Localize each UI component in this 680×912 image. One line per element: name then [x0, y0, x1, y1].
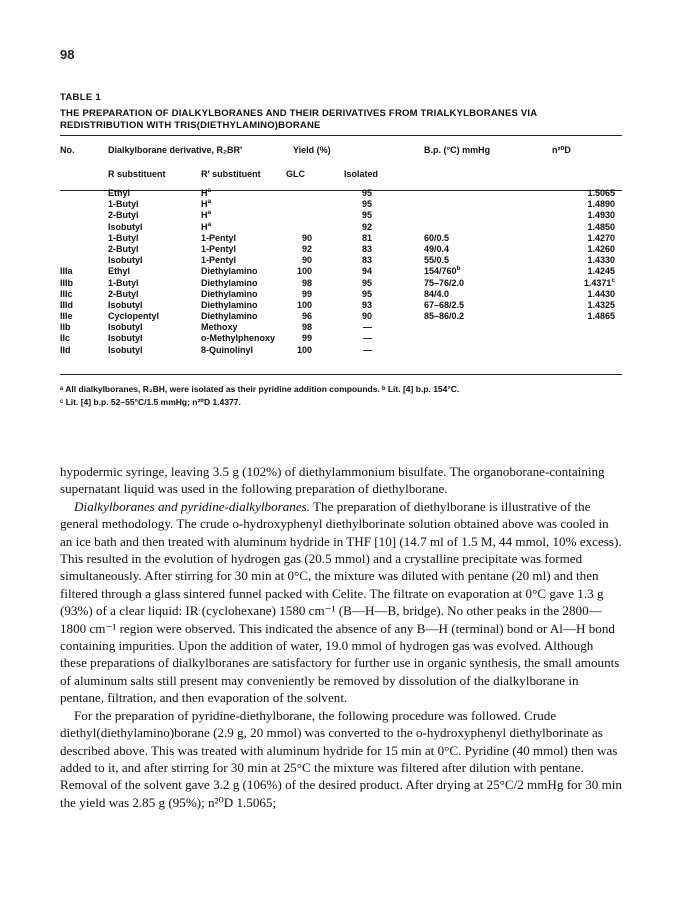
- cell-r-substituent: [108, 222, 143, 233]
- cell-isolated: [342, 199, 372, 210]
- table-row: [60, 255, 622, 266]
- cell-isolated-text: 81: [361, 232, 372, 243]
- cell-isolated: [342, 266, 372, 277]
- cell-rprime-substituent-text: H: [201, 199, 208, 210]
- header-derivative: Dialkylborane derivative, R₂BR′: [108, 145, 243, 155]
- cell-rprime-substituent: [201, 322, 238, 333]
- cell-glc: [282, 278, 312, 289]
- cell-r-substituent-text: 1-Butyl: [108, 199, 139, 210]
- cell-nd: [557, 222, 615, 233]
- cell-no: [60, 345, 71, 356]
- cell-glc-text: 100: [296, 299, 312, 310]
- cell-rprime-substituent: [201, 278, 258, 289]
- paragraph-2: [60, 498, 622, 707]
- cell-glc-text: 100: [296, 344, 312, 355]
- table-row: [60, 244, 622, 255]
- cell-no-text: IIb: [60, 322, 71, 333]
- cell-nd: [557, 289, 615, 300]
- cell-isolated-text: 83: [361, 243, 372, 254]
- cell-glc-text: 98: [301, 277, 312, 288]
- cell-r-substituent-text: Isobutyl: [108, 333, 143, 344]
- cell-isolated-text: 95: [361, 199, 372, 210]
- cell-r-substituent-text: Isobutyl: [108, 299, 143, 310]
- cell-isolated-text: —: [363, 322, 372, 333]
- footnote-marker: a: [207, 209, 212, 217]
- cell-bp-text: 60/0.5: [424, 232, 450, 243]
- cell-nd-text: 1.4430: [587, 288, 615, 299]
- cell-glc-text: 92: [301, 243, 312, 254]
- cell-r-substituent-text: Cyclopentyl: [108, 311, 160, 322]
- cell-r-substituent-text: 2-Butyl: [108, 210, 139, 221]
- cell-nd: [557, 278, 615, 289]
- table-caption: THE PREPARATION OF DIALKYLBORANES AND THEIR DERIVATIVES FROM TRIALKYLBORANES VIA REDISTRIBUTION WITH TRIS(DIETHYLAMINO)BORANE: [60, 108, 537, 131]
- cell-isolated: [342, 255, 372, 266]
- cell-isolated-text: —: [363, 344, 372, 355]
- header-isolated: Isolated: [344, 169, 379, 179]
- cell-glc: [282, 233, 312, 244]
- cell-rprime-substituent-text: H: [201, 210, 208, 221]
- cell-bp: [424, 300, 464, 311]
- cell-rprime-substituent-text: Diethylamino: [201, 288, 258, 299]
- cell-nd-text: 1.4930: [587, 210, 615, 221]
- cell-no-text: IIIa: [60, 266, 73, 277]
- cell-glc: [282, 322, 312, 333]
- cell-glc-text: 99: [301, 288, 312, 299]
- cell-isolated: [342, 210, 372, 221]
- cell-rprime-substituent: [201, 300, 258, 311]
- cell-no: [60, 311, 73, 322]
- cell-r-substituent-text: 1-Butyl: [108, 232, 139, 243]
- cell-rprime-substituent-text: Diethylamino: [201, 266, 258, 277]
- footnote-marker: a: [207, 220, 212, 228]
- cell-isolated: [342, 233, 372, 244]
- cell-glc-text: 90: [301, 232, 312, 243]
- cell-nd: [557, 300, 615, 311]
- cell-rprime-substituent: [201, 345, 253, 356]
- cell-rprime-substituent: [201, 333, 275, 344]
- cell-nd-text: 1.4260: [587, 243, 615, 254]
- cell-nd: [557, 233, 615, 244]
- cell-rprime-substituent-text: 1-Pentyl: [201, 232, 237, 243]
- cell-r-substituent: [108, 255, 143, 266]
- cell-nd-text: 1.4270: [587, 232, 615, 243]
- header-r-substituent: R substituent: [108, 169, 166, 179]
- cell-bp-text: 85–86/0.2: [424, 311, 465, 322]
- header-yield: Yield (%): [293, 145, 331, 155]
- cell-r-substituent: [108, 244, 139, 255]
- cell-r-substituent: [108, 188, 130, 199]
- cell-isolated: [342, 222, 372, 233]
- cell-nd-text: 1.4371: [583, 277, 612, 288]
- table-row: [60, 188, 622, 199]
- cell-rprime-substituent-text: Diethylamino: [201, 299, 258, 310]
- table-row: [60, 322, 622, 333]
- cell-rprime-substituent: [201, 255, 236, 266]
- paragraph-2-text: The preparation of diethylborane is illustrative of the general methodology. The crude o-hydroxyphenyl diethylborinate solution obtained above was cooled in an ice bath and then treated with aluminum hydride in THF [10] (14.7 ml of 1.5 M, 44 mmol, 10% excess). This resulted in the evolution of hydrogen gas (20.5 mmol) and a crystalline precipitate was formed simultaneously. After stirring for 30 min at 0°C, the mixture was diluted with pentane (20 ml) and then filtered through a glass sintered funnel packed with Celite. The filtrate on evaporation at 0°C gave 1.3 g (93%) of a clear liquid: IR (cyclohexane) 1580 cm⁻¹ (B—H—B, bridge). No other peaks in the 2800—1800 cm⁻¹ region were observed. This indicated the absence of any B—H (terminal) bond or Al—H bond containing impurities. Upon the addition of water, 19.0 mmol of hydrogen gas was evolved. Although these preparations of dialkylboranes are satisfactory for further use in organic synthesis, the small amounts of aluminum salts still present may conveniently be removed by dissolution of the dialkylborane in pentane, filtration, and then evaporation of the solvent.: [60, 498, 622, 706]
- cell-glc: [282, 333, 312, 344]
- section-heading: Dialkylboranes and pyridine-dialkylboranes.: [74, 498, 311, 514]
- footnote-marker: a: [207, 198, 212, 206]
- cell-bp-text: 67–68/2.5: [424, 299, 465, 310]
- cell-no: [60, 300, 73, 311]
- header-nd: n²⁰D: [552, 145, 571, 155]
- table-row: [60, 333, 622, 344]
- cell-bp: [424, 311, 464, 322]
- cell-isolated-text: 90: [361, 311, 372, 322]
- cell-rprime-substituent: [201, 222, 211, 233]
- cell-rprime-substituent: [201, 244, 236, 255]
- cell-isolated-text: 95: [361, 288, 372, 299]
- cell-isolated-text: 95: [361, 188, 372, 198]
- cell-r-substituent: [108, 345, 143, 356]
- cell-bp: [424, 278, 464, 289]
- cell-no: [60, 289, 73, 300]
- cell-isolated: [342, 300, 372, 311]
- cell-glc: [282, 244, 312, 255]
- header-glc: GLC: [286, 169, 305, 179]
- cell-rprime-substituent-text: Diethylamino: [201, 277, 258, 288]
- cell-isolated: [342, 322, 372, 333]
- cell-rprime-substituent-text: Methoxy: [201, 322, 238, 333]
- table-row: [60, 266, 622, 277]
- cell-rprime-substituent-text: 1-Pentyl: [201, 243, 237, 254]
- table-row: [60, 345, 622, 356]
- body-text: [60, 463, 622, 811]
- cell-r-substituent-text: Isobutyl: [108, 344, 143, 355]
- cell-r-substituent: [108, 311, 159, 322]
- cell-no: [60, 266, 73, 277]
- table-row: [60, 222, 622, 233]
- cell-rprime-substituent-text: 1-Pentyl: [201, 255, 237, 266]
- page-number: 98: [60, 47, 75, 62]
- table-row: [60, 311, 622, 322]
- cell-bp-text: 154/760: [424, 266, 457, 277]
- cell-nd: [557, 255, 615, 266]
- cell-r-substituent: [108, 266, 130, 277]
- cell-nd: [557, 210, 615, 221]
- cell-isolated: [342, 188, 372, 199]
- cell-isolated-text: 83: [361, 255, 372, 266]
- cell-r-substituent-text: Isobutyl: [108, 255, 143, 266]
- cell-rprime-substituent-text: Diethylamino: [201, 311, 258, 322]
- table-row: [60, 233, 622, 244]
- cell-glc: [282, 255, 312, 266]
- cell-bp: [424, 266, 461, 277]
- cell-rprime-substituent-text: H: [201, 221, 208, 232]
- cell-bp-text: 49/0.4: [424, 243, 450, 254]
- cell-no-text: IId: [60, 344, 71, 355]
- cell-isolated-text: 93: [361, 299, 372, 310]
- cell-bp: [424, 289, 449, 300]
- cell-r-substituent: [108, 333, 143, 344]
- cell-nd-text: 1.4330: [587, 255, 615, 266]
- table-row: [60, 278, 622, 289]
- cell-bp: [424, 255, 449, 266]
- cell-glc: [282, 289, 312, 300]
- cell-glc-text: 100: [296, 266, 312, 277]
- cell-no-text: IIIc: [60, 288, 73, 299]
- cell-isolated: [342, 244, 372, 255]
- cell-no-text: IIc: [60, 333, 71, 344]
- header-rprime-substituent: R′ substituent: [201, 169, 261, 179]
- cell-no-text: IIId: [60, 299, 73, 310]
- cell-nd-text: 1.4850: [587, 221, 615, 232]
- table-row: [60, 210, 622, 221]
- cell-glc-text: 90: [301, 255, 312, 266]
- cell-rprime-substituent-text: H: [201, 188, 208, 198]
- footnote-marker: c: [611, 276, 615, 284]
- footnote-marker: b: [456, 265, 461, 273]
- cell-no: [60, 278, 73, 289]
- cell-r-substituent-text: Isobutyl: [108, 221, 143, 232]
- cell-rprime-substituent: [201, 266, 258, 277]
- table-bottom-rule: [60, 374, 622, 375]
- cell-nd: [557, 311, 615, 322]
- cell-no: [60, 333, 70, 344]
- cell-r-substituent: [108, 278, 139, 289]
- cell-nd: [557, 199, 615, 210]
- cell-r-substituent-text: 2-Butyl: [108, 243, 139, 254]
- table-row: [60, 300, 622, 311]
- cell-bp-text: 84/4.0: [424, 288, 450, 299]
- cell-isolated: [342, 333, 372, 344]
- header-bp: B.p. (°C) mmHg: [424, 145, 491, 155]
- cell-glc-text: 96: [301, 311, 312, 322]
- cell-isolated-text: 95: [361, 277, 372, 288]
- cell-isolated: [342, 278, 372, 289]
- cell-nd: [557, 244, 615, 255]
- cell-nd-text: 1.4245: [587, 266, 615, 277]
- cell-isolated: [342, 311, 372, 322]
- cell-rprime-substituent: [201, 289, 258, 300]
- cell-r-substituent-text: Ethyl: [108, 188, 131, 198]
- table-row: [60, 289, 622, 300]
- cell-r-substituent-text: Isobutyl: [108, 322, 143, 333]
- cell-nd-text: 1.4325: [587, 299, 615, 310]
- cell-rprime-substituent: [201, 311, 258, 322]
- cell-bp: [424, 244, 449, 255]
- cell-r-substituent-text: Ethyl: [108, 266, 131, 277]
- cell-rprime-substituent-text: o-Methylphenoxy: [201, 333, 276, 344]
- table-footnotes: [60, 383, 622, 408]
- cell-no: [60, 322, 71, 333]
- footnote-line-2: ᶜ Lit. [4] b.p. 52–55°C/1.5 mmHg; n²⁰D 1.4377.: [60, 396, 241, 407]
- cell-bp-text: 75–76/2.0: [424, 277, 465, 288]
- cell-glc-text: 99: [301, 333, 312, 344]
- cell-isolated-text: 92: [361, 221, 372, 232]
- cell-rprime-substituent-text: 8-Quinolinyl: [201, 344, 254, 355]
- cell-nd: [557, 188, 615, 199]
- cell-glc-text: 98: [301, 322, 312, 333]
- cell-nd-text: 1.4890: [587, 199, 615, 210]
- cell-r-substituent: [108, 289, 139, 300]
- cell-no-text: IIIe: [60, 311, 73, 322]
- table-label: TABLE 1: [60, 92, 101, 103]
- cell-glc: [282, 300, 312, 311]
- cell-bp: [424, 233, 449, 244]
- cell-rprime-substituent: [201, 233, 236, 244]
- cell-glc: [282, 311, 312, 322]
- cell-isolated: [342, 345, 372, 356]
- cell-r-substituent: [108, 210, 139, 221]
- cell-no-text: IIIb: [60, 277, 73, 288]
- cell-bp-text: 55/0.5: [424, 255, 450, 266]
- paragraph-1: hypodermic syringe, leaving 3.5 g (102%) of diethylammonium bisulfate. The organoborane-containing supernatant liquid was used in the following preparation of diethylborane.: [60, 464, 605, 497]
- table-top-rule: [60, 135, 622, 136]
- cell-isolated: [342, 289, 372, 300]
- paragraph-3: For the preparation of pyridine-diethylborane, the following procedure was followed. Crude diethyl(diethylamino)borane (2.9 g, 20 mmol) was converted to the o-hydroxyphenyl diethylborinate as described above. This was treated with aluminum hydride for 15 min at 0°C. Pyridine (40 mmol) then was added to it, and after stirring for 30 min at 25°C the mixture was filtered after dilution with pentane. Removal of the solvent gave 3.2 g (106%) of the desired product. After drying at 25°C/2 mmHg for 30 min the yield was 2.85 g (95%); n²⁰D 1.5065;: [60, 707, 622, 810]
- cell-r-substituent-text: 1-Butyl: [108, 277, 139, 288]
- cell-isolated-text: —: [363, 333, 372, 344]
- cell-nd-text: 1.5065: [587, 188, 615, 198]
- cell-nd-text: 1.4865: [587, 311, 615, 322]
- cell-nd: [557, 266, 615, 277]
- cell-r-substituent: [108, 199, 139, 210]
- table-row: [60, 199, 622, 210]
- cell-glc: [282, 266, 312, 277]
- cell-r-substituent-text: 2-Butyl: [108, 288, 139, 299]
- cell-isolated-text: 95: [361, 210, 372, 221]
- cell-glc: [282, 345, 312, 356]
- cell-r-substituent: [108, 322, 143, 333]
- cell-r-substituent: [108, 233, 139, 244]
- cell-isolated-text: 94: [361, 266, 372, 277]
- cell-r-substituent: [108, 300, 143, 311]
- table-body: [60, 188, 622, 356]
- header-no: No.: [60, 145, 75, 155]
- footnote-line-1: ᵃ All dialkylboranes, R₂BH, were isolated as their pyridine addition compounds. ᵇ Lit. [4] b.p. 154°C.: [60, 384, 460, 394]
- footnote-marker: a: [207, 187, 212, 194]
